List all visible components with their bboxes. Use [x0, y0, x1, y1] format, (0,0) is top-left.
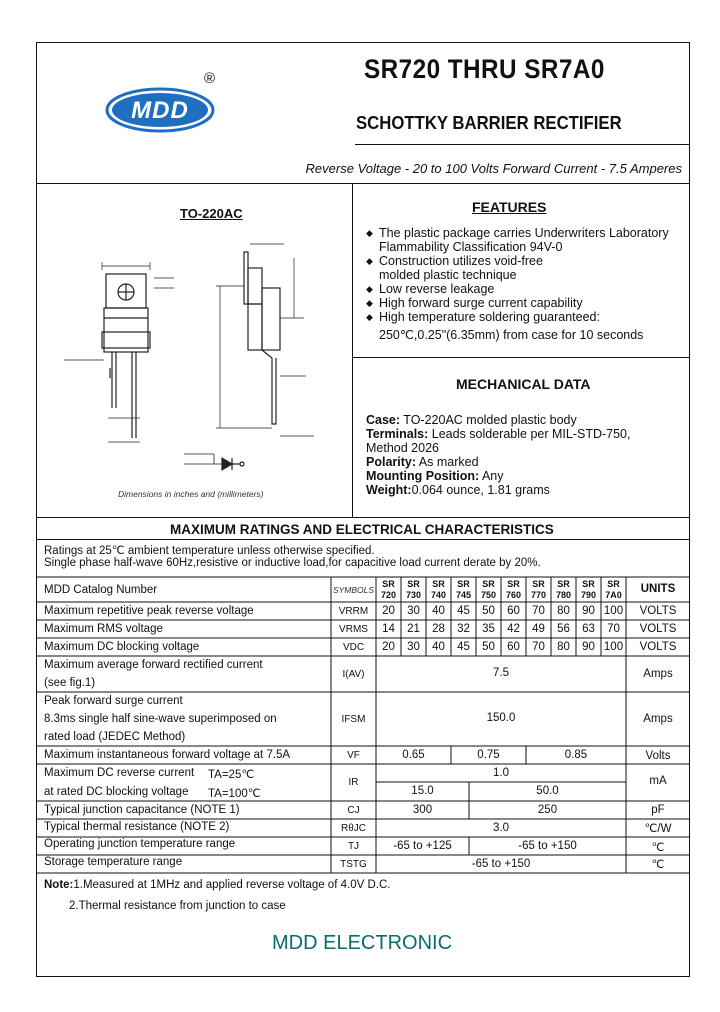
- unit-cell: VOLTS: [639, 623, 677, 635]
- row-symbol: CJ: [347, 805, 360, 816]
- unit-cell: Amps: [643, 713, 673, 725]
- unit-cell: Volts: [645, 750, 671, 762]
- value-cell: 50: [482, 641, 495, 653]
- row-symbol: VF: [347, 750, 360, 761]
- dimension-note: Dimensions in inches and (millimeters): [118, 489, 264, 499]
- value-cell: -65 to +150: [518, 840, 577, 852]
- value-cell: 300: [412, 804, 433, 816]
- value-cell: 45: [457, 641, 470, 653]
- value-cell: 35: [482, 623, 495, 635]
- page-title: SR720 THRU SR7A0: [364, 54, 605, 84]
- value-cell: 0.85: [564, 749, 588, 761]
- unit-cell: pF: [651, 804, 665, 816]
- row-symbol: IR: [348, 777, 359, 788]
- value-cell: 32: [457, 623, 470, 635]
- row-label: rated load (JEDEC Method): [44, 731, 186, 743]
- value-cell: 45: [457, 605, 470, 617]
- value-cell: -65 to +125: [393, 840, 452, 852]
- head-units: UNITS: [640, 583, 676, 595]
- value-cell: 50: [482, 605, 495, 617]
- value-cell: 1.0: [493, 767, 509, 779]
- value-cell: 100: [603, 605, 624, 617]
- value-cell: 49: [532, 623, 545, 635]
- head-part: SR 790: [580, 579, 597, 600]
- value-cell: 60: [507, 641, 520, 653]
- row-symbol: IFSM: [341, 714, 366, 725]
- unit-cell: Amps: [643, 668, 673, 680]
- brand-name: MDD ELECTRONIC: [272, 932, 453, 954]
- row-symbol: VRMS: [339, 624, 368, 635]
- row-symbol: TSTG: [340, 859, 367, 870]
- row-symbol: I(AV): [342, 669, 365, 680]
- head-part: SR 770: [530, 579, 547, 600]
- value-cell: 56: [557, 623, 570, 635]
- value-cell: 250: [537, 804, 558, 816]
- value-cell: 3.0: [493, 822, 509, 834]
- value-cell: 80: [557, 641, 570, 653]
- unit-cell: ℃/W: [644, 823, 672, 835]
- feature-item: ◆ High temperature soldering guaranteed:: [366, 310, 686, 324]
- head-part: SR 720: [380, 579, 397, 600]
- features-title: FEATURES: [472, 199, 547, 215]
- value-cell: 14: [382, 623, 395, 635]
- row-label: Maximum average forward rectified current: [44, 659, 263, 671]
- feature-item: ◆ High forward surge current capability: [366, 296, 686, 310]
- feature-item: ◆ The plastic package carries Underwriters Laboratory Flammability Classification 94V-0: [366, 226, 686, 254]
- svg-text:MDD: MDD: [131, 97, 189, 124]
- value-cell: 30: [407, 605, 420, 617]
- head-part: SR 745: [455, 579, 472, 600]
- spec-line: Reverse Voltage - 20 to 100 Volts Forward Current - 7.5 Amperes: [305, 161, 682, 176]
- value-cell: 70: [532, 605, 545, 617]
- value-cell: 63: [582, 623, 595, 635]
- row-symbol: RθJC: [340, 823, 366, 834]
- row-symbol: VRRM: [338, 606, 369, 617]
- registered-mark: ®: [204, 70, 216, 87]
- row-label: Maximum DC blocking voltage: [44, 641, 200, 653]
- head-part: SR 740: [430, 579, 447, 600]
- unit-cell: ℃: [651, 859, 665, 871]
- row-label: (see fig.1): [44, 677, 96, 689]
- head-part: SR 730: [405, 579, 422, 600]
- row-label: Storage temperature range: [44, 856, 183, 868]
- value-cell: 50.0: [536, 785, 559, 797]
- unit-cell: ℃: [651, 842, 665, 854]
- value-cell: 70: [532, 641, 545, 653]
- unit-cell: VOLTS: [639, 605, 677, 617]
- row-label: Peak forward surge current: [44, 695, 183, 707]
- value-cell: 0.65: [402, 749, 425, 761]
- row-condition: TA=25℃: [208, 769, 255, 781]
- row-label: at rated DC blocking voltage: [44, 786, 189, 798]
- row-label: Typical junction capacitance (NOTE 1): [44, 804, 240, 816]
- value-cell: 40: [432, 641, 445, 653]
- row-label: Maximum instantaneous forward voltage at 7.5A: [44, 749, 291, 761]
- value-cell: 15.0: [411, 785, 434, 797]
- ratings-title: MAXIMUM RATINGS AND ELECTRICAL CHARACTERISTICS: [170, 522, 554, 537]
- value-cell: 20: [382, 641, 395, 653]
- mechanical-title: MECHANICAL DATA: [456, 376, 591, 392]
- value-cell: 60: [507, 605, 520, 617]
- row-label: Operating junction temperature range: [44, 838, 236, 850]
- head-part: SR 7A0: [605, 579, 622, 600]
- page-subtitle: SCHOTTKY BARRIER RECTIFIER: [356, 113, 622, 133]
- ratings-notes: Ratings at 25℃ ambient temperature unless otherwise specified. Single phase half-wave 60Hz,resistive or inductive load,for capacitive load current derate by 20%.: [44, 545, 541, 569]
- head-part: SR 780: [555, 579, 572, 600]
- value-cell: 21: [407, 623, 420, 635]
- value-cell: 0.75: [477, 749, 500, 761]
- mechanical-data: Case: TO-220AC molded plastic body Terminals: Leads solderable per MIL-STD-750, Method 2026 Polarity: As marked Mounting Position: Any Weight:0.064 ounce, 1.81 grams: [366, 413, 631, 497]
- unit-cell: mA: [649, 775, 667, 787]
- row-label: Maximum repetitive peak reverse voltage: [44, 605, 254, 617]
- value-cell: 28: [432, 623, 445, 635]
- row-label: Maximum DC reverse current: [44, 767, 195, 779]
- row-symbol: TJ: [347, 841, 360, 852]
- value-cell: -65 to +150: [471, 858, 531, 870]
- head-catalog: MDD Catalog Number: [44, 584, 158, 596]
- head-part: SR 750: [480, 579, 497, 600]
- feature-item: ◆ Construction utilizes void-free molded plastic technique: [366, 254, 686, 282]
- row-condition: TA=100℃: [208, 788, 261, 800]
- head-symbols: SYMBOLS: [332, 585, 375, 595]
- value-cell: 90: [582, 605, 595, 617]
- footnote-1: Note:1.Measured at 1MHz and applied reverse voltage of 4.0V D.C.: [44, 879, 391, 891]
- value-cell: 90: [582, 641, 595, 653]
- row-symbol: VDC: [342, 642, 365, 653]
- value-cell: 100: [603, 641, 624, 653]
- feature-soldering-spec: 250℃,0.25"(6.35mm) from case for 10 seconds: [379, 328, 644, 342]
- value-cell: 70: [607, 623, 620, 635]
- row-label: 8.3ms single half sine-wave superimposed on: [44, 713, 277, 725]
- value-cell: 150.0: [486, 712, 516, 724]
- value-cell: 42: [507, 623, 520, 635]
- row-label: Typical thermal resistance (NOTE 2): [44, 821, 230, 833]
- row-label: Maximum RMS voltage: [44, 623, 163, 635]
- value-cell: 20: [382, 605, 395, 617]
- value-cell: 40: [432, 605, 445, 617]
- value-cell: 30: [407, 641, 420, 653]
- head-part: SR 760: [505, 579, 522, 600]
- unit-cell: VOLTS: [639, 641, 677, 653]
- value-cell: 7.5: [493, 667, 509, 679]
- footnote-2: 2.Thermal resistance from junction to case: [69, 900, 286, 912]
- value-cell: 80: [557, 605, 570, 617]
- package-label: TO-220AC: [180, 206, 243, 221]
- feature-item: ◆ Low reverse leakage: [366, 282, 686, 296]
